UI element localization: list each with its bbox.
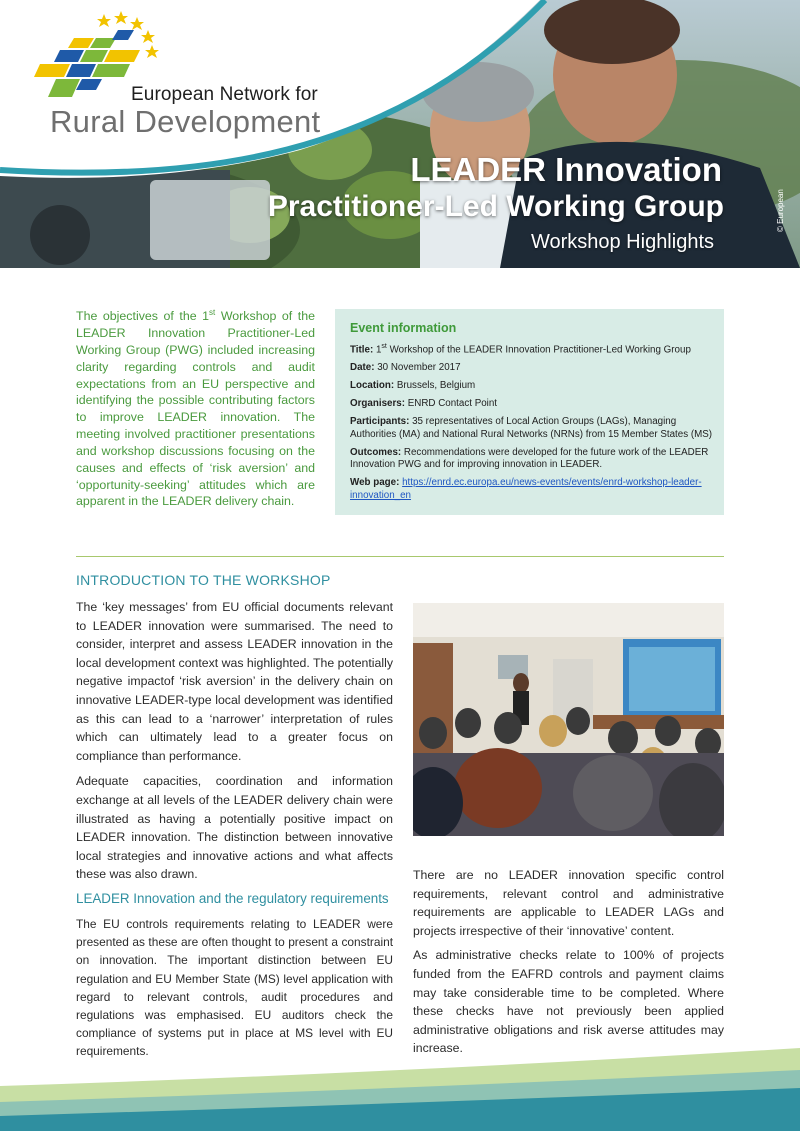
intro-left-column <box>76 598 393 884</box>
photo-credit: © European <box>776 189 785 232</box>
event-date-value: 30 November 2017 <box>374 362 461 374</box>
event-information-box <box>335 309 724 515</box>
event-location-label: Location: <box>350 380 395 392</box>
event-location-value: Brussels, Belgium <box>394 380 476 392</box>
header-banner <box>0 0 800 268</box>
event-date-label: Date: <box>350 362 375 374</box>
event-date <box>350 362 716 375</box>
brand-name-line1: European Network for <box>131 84 318 105</box>
event-location <box>350 380 716 393</box>
intro-section-heading: INTRODUCTION TO THE WORKSHOP <box>76 572 331 588</box>
event-participants <box>350 416 716 441</box>
footer-wave-svg <box>0 1040 800 1131</box>
regulatory-column <box>76 915 393 1061</box>
event-title-label: Title: <box>350 344 374 356</box>
objectives-text-start: The objectives of the 1 <box>76 309 210 324</box>
controls-paragraph-1: There are no LEADER innovation specific control requirements, relevant control and administrative requirements are applicable to LEADER LAGs and projects irrespective of their ‘innovative’ content. <box>413 868 724 938</box>
intro-paragraph-1: The ‘key messages’ from EU official documents relevant to LEADER innovation were summarised. The need to consider, interpret and assess LEADER innovation in the local development context was highlighted. The potentially negative impactof ‘risk aversion’ in the delivery chain on innovative LEADER-type local development was identified as this can lead to a ‘narrower’ interpretation of rules which can ultimately lead to a greater focus on compliance than performance. <box>76 600 393 763</box>
event-web-link[interactable]: https://enrd.ec.europa.eu/news-events/events/enrd-workshop-leader- innovation_en <box>350 477 702 501</box>
regulatory-paragraph: The EU controls requirements relating to LEADER were presented as these are often thought to present a constraint on innovation. The important distinction between EU regulation and EU Member State (MS) level application with regard to relevant controls, audit procedures and regulations was emphasised. EU auditors check the compliance of systems put in place at MS level with EU requirements. <box>76 917 393 1059</box>
ordinal-suffix: st <box>209 308 216 317</box>
workshop-photo <box>413 603 724 836</box>
controls-paragraph-2: As administrative checks relate to 100% of projects funded from the EAFRD controls and payment claims may take considerable time to be completed. Where these checks have not previously been applied administrative obligations and risk averse attitudes may increase. <box>413 948 724 1056</box>
event-outcomes-label: Outcomes: <box>350 446 402 458</box>
section-divider <box>76 556 724 557</box>
right-column <box>413 866 724 1058</box>
event-web-page <box>350 477 716 502</box>
event-web-label: Web page: <box>350 477 400 489</box>
event-outcomes <box>350 447 716 472</box>
event-title <box>350 341 716 357</box>
regulatory-heading: LEADER Innovation and the regulatory requirements <box>76 891 389 906</box>
event-organisers <box>350 398 716 411</box>
page-title-line2: Practitioner-Led Working Group <box>267 190 724 223</box>
workshop-photo-illustration <box>413 603 724 836</box>
event-organisers-label: Organisers: <box>350 398 405 410</box>
objectives-paragraph <box>76 305 315 510</box>
event-title-start: 1 <box>373 344 382 356</box>
event-heading: Event information <box>350 321 457 335</box>
footer-wave <box>0 1040 800 1131</box>
event-title-ordinal: st <box>381 343 387 350</box>
brand-name-line2: Rural Development <box>50 104 321 139</box>
event-participants-label: Participants: <box>350 416 410 428</box>
logo-area <box>0 0 800 268</box>
event-outcomes-value: Recommendations were developed for the future work of the LEADER Innovation PWG and for improving innovation in LEADER. <box>350 446 709 471</box>
objectives-text-rest: Workshop of the LEADER Innovation Practitioner-Led Working Group (PWG) included increasing clarity regarding controls and audit expectations from an EU perspective and identifying the possible contributing factors to improve LEADER innovation. The meeting involved practitioner presentations and workshop discussions focusing on the causes and effects of ‘risk aversion’ and ‘opportunity-seeking’ attitudes which are apparent in the LEADER delivery chain. <box>76 309 315 509</box>
intro-paragraph-2: Adequate capacities, coordination and information exchange at all levels of the LEADER delivery chain were illustrated as having a potentially positive impact on LEADER innovation. The distinction between innovative local strategies and innovative actions and what affects these was also drawn. <box>76 774 393 882</box>
page-title-line1: LEADER Innovation <box>410 151 722 188</box>
event-title-rest: Workshop of the LEADER Innovation Practitioner-Led Working Group <box>386 344 691 356</box>
event-organisers-value: ENRD Contact Point <box>405 398 498 410</box>
event-participants-value: 35 representatives of Local Action Groups (LAGs), Managing Authorities (MA) and National Rural Networks (NRNs) from 15 Member States (MS) <box>350 416 713 440</box>
page-subtitle: Workshop Highlights <box>530 231 714 253</box>
